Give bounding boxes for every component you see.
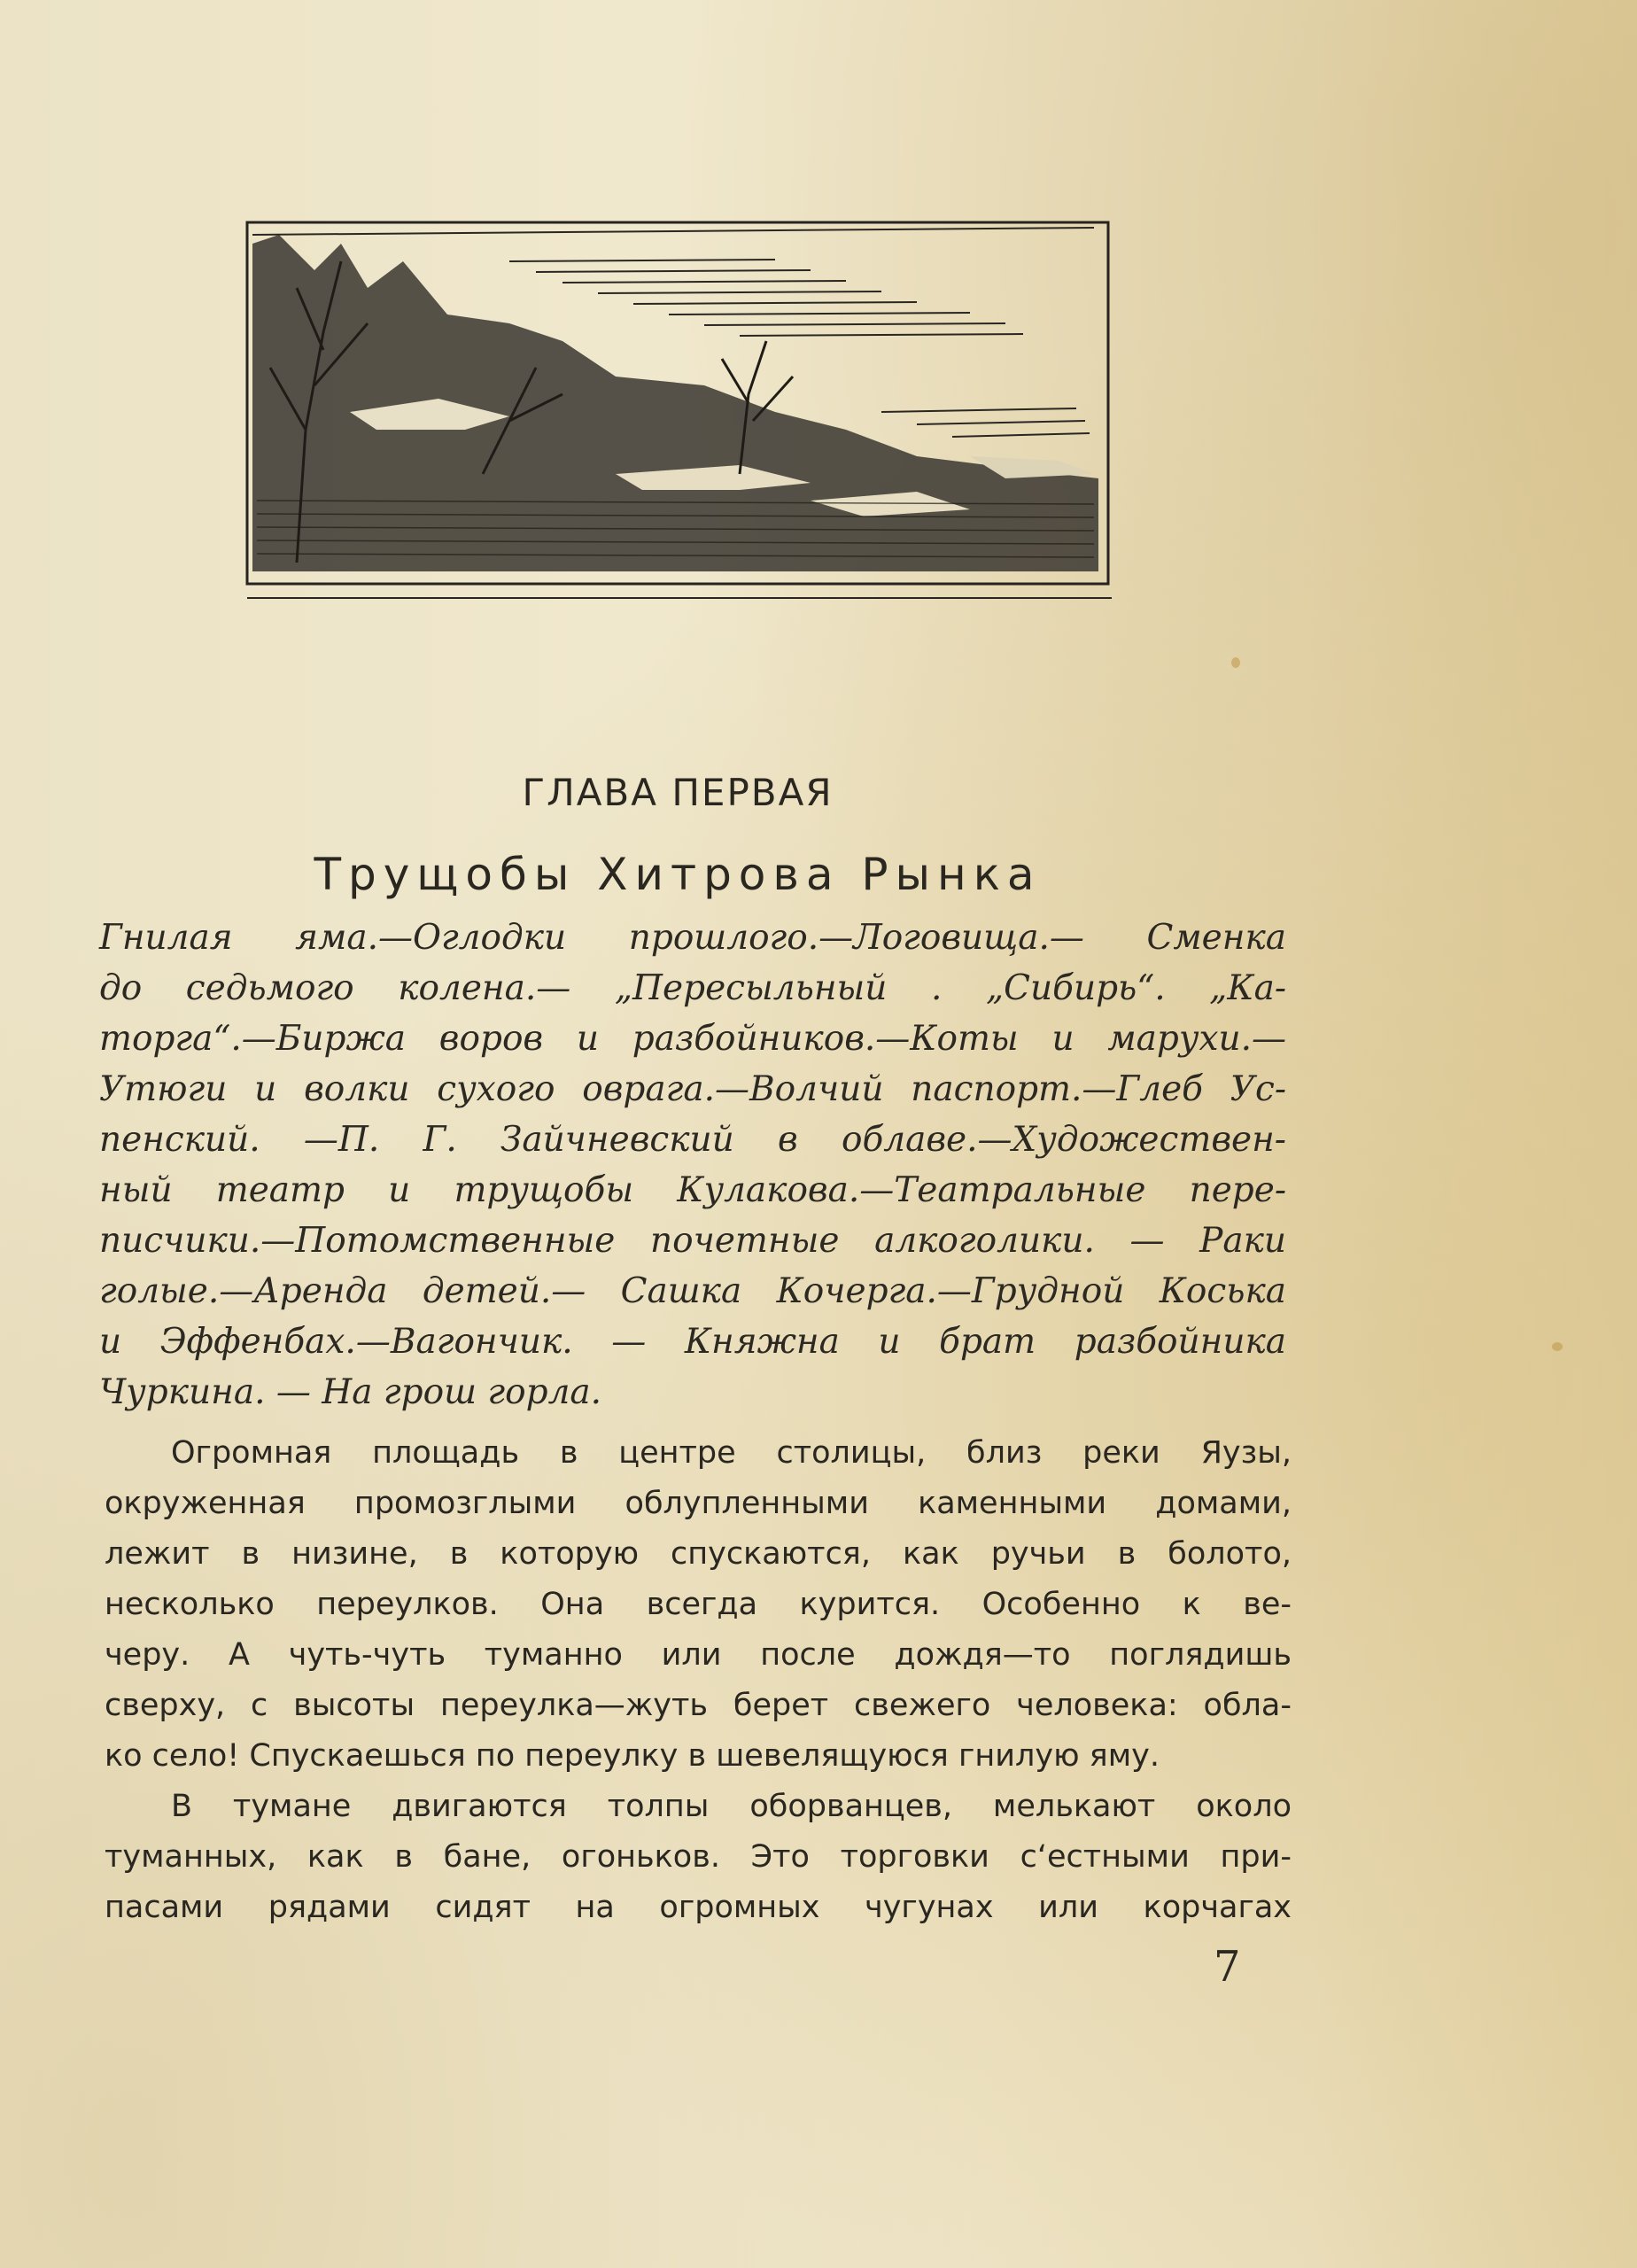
paragraph-line: туманных, как в бане, огоньков. Это торговки с‘естными при- (105, 1839, 1292, 1875)
summary-line: пенский. —П. Г. Зайчневский в облаве.—Художествен- (99, 1120, 1286, 1160)
paragraph-line: Огромная площадь в центре столицы, близ реки Яузы, (171, 1435, 1292, 1471)
summary-line: голые.—Аренда детей.— Сашка Кочерга.—Грудной Коська (99, 1271, 1286, 1311)
summary-line: писчики.—Потомственные почетные алкоголики. — Раки (99, 1221, 1286, 1261)
paragraph-line: сверху, с высоты переулка—жуть берет свежего человека: обла- (105, 1688, 1292, 1723)
page-number: 7 (1214, 1942, 1241, 1992)
paper-stain (1552, 1342, 1563, 1351)
chapter-vignette-illustration (244, 208, 1113, 607)
paragraph-line: пасами рядами сидят на огромных чугунах или корчагах (105, 1890, 1292, 1925)
paragraph-line: окруженная промозглыми облупленными каменными домами, (105, 1486, 1292, 1521)
chapter-summary (99, 913, 1286, 1418)
summary-line: торга“.—Биржа воров и разбойников.—Коты и марухи.— (99, 1019, 1286, 1059)
summary-line: Чуркина. — На грош горла. (99, 1372, 602, 1412)
paper-stain (1231, 657, 1240, 668)
paragraph-line: черу. А чуть-чуть туманно или после дождя—то поглядишь (105, 1637, 1292, 1673)
paragraph-line: несколько переулков. Она всегда курится. Особенно к ве- (105, 1587, 1292, 1622)
body-text (105, 1428, 1292, 1933)
summary-line: до седьмого колена.— „Пересыльный . „Сибирь“. „Ка- (99, 968, 1286, 1008)
paragraph-line: ко село! Спускаешься по переулку в шевелящуюся гнилую яму. (105, 1738, 1160, 1774)
chapter-heading: ГЛАВА ПЕРВАЯ (522, 771, 834, 814)
paragraph-line: лежит в низине, в которую спускаются, как ручьи в болото, (105, 1536, 1292, 1572)
summary-line: Гнилая яма.—Оглодки прошлого.—Логовища.— Сменка (99, 918, 1286, 958)
paragraph-line: В тумане двигаются толпы оборванцев, мелькают около (171, 1789, 1292, 1824)
chapter-title: Трущобы Хитрова Рынка (314, 849, 1042, 900)
summary-line: Утюги и волки сухого оврага.—Волчий паспорт.—Глеб Ус- (99, 1069, 1286, 1109)
summary-line: ный театр и трущобы Кулакова.—Театральные пере- (99, 1170, 1286, 1210)
summary-line: и Эффенбах.—Вагончик. — Княжна и брат разбойника (99, 1322, 1286, 1362)
